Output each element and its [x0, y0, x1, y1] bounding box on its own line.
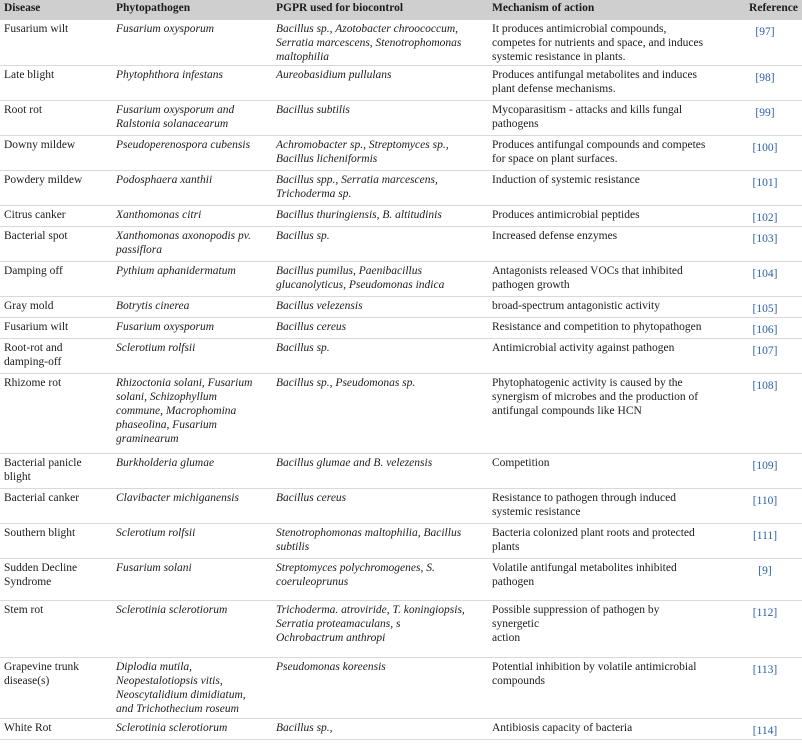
cell-phytopathogen-line: Burkholderia glumae: [116, 457, 215, 469]
cell-phytopathogen-line: Diplodia mutila,: [116, 661, 193, 673]
cell-disease: [0, 489, 112, 524]
cell-mechanism-line: pathogens: [492, 118, 539, 130]
cell-mechanism-line: Mycoparasitism - attacks and kills fungal: [492, 104, 683, 116]
cell-pgpr-line: Pseudomonas koreensis: [276, 661, 386, 673]
cell-mechanism-line: synergetic: [492, 618, 540, 630]
cell-phytopathogen: [112, 66, 272, 101]
header-reference: Reference: [749, 2, 798, 14]
cell-phytopathogen-line: Xanthomonas axonopodis pv.: [116, 230, 251, 242]
cell-phytopathogen: [112, 719, 272, 740]
cell-phytopathogen: [112, 489, 272, 524]
cell-pgpr-line: Serratia proteamaculans, s: [276, 618, 401, 630]
cell-pgpr-line: Bacillus glumae and B. velezensis: [276, 457, 433, 469]
cell-phytopathogen: [112, 20, 272, 66]
cell-pgpr: [272, 136, 488, 171]
cell-pgpr-line: Bacillus sp.,: [276, 722, 333, 734]
cell-disease: [0, 136, 112, 171]
cell-pgpr-line: Bacillus velezensis: [276, 300, 363, 312]
cell-pgpr: [272, 489, 488, 524]
table-row: [0, 171, 802, 206]
cell-mechanism: [488, 101, 728, 136]
cell-disease-line: Grapevine trunk: [4, 661, 80, 673]
table-row: [0, 374, 802, 454]
cell-disease: [0, 374, 112, 454]
cell-phytopathogen-line: Fusarium oxysporum: [116, 23, 215, 35]
cell-pgpr: [272, 227, 488, 262]
cell-pgpr-line: Streptomyces polychromogenes, S.: [276, 562, 435, 574]
cell-mechanism-line: systemic resistance in plants.: [492, 51, 626, 63]
cell-phytopathogen: [112, 206, 272, 227]
cell-mechanism-line: for space on plant surfaces.: [492, 153, 618, 165]
table-row: [0, 136, 802, 171]
cell-mechanism: [488, 719, 728, 740]
cell-phytopathogen-line: graminearum: [116, 433, 179, 445]
cell-pgpr-line: Bacillus cereus: [276, 321, 347, 333]
cell-reference-link[interactable]: [101]: [752, 177, 778, 189]
cell-disease-line: Bacterial spot: [4, 230, 68, 242]
cell-disease-line: Bacterial canker: [4, 492, 80, 504]
cell-mechanism: [488, 227, 728, 262]
cell-reference-link[interactable]: [103]: [752, 233, 778, 245]
cell-pgpr-line: glucanolyticus, Pseudomonas indica: [276, 279, 445, 291]
cell-pgpr-line: Aureobasidium pullulans: [276, 69, 392, 81]
cell-phytopathogen: [112, 658, 272, 719]
table-row: [0, 524, 802, 559]
table-row: [0, 206, 802, 227]
cell-reference-link[interactable]: [9]: [758, 565, 772, 577]
cell-pgpr: [272, 601, 488, 658]
cell-phytopathogen-line: Phytophthora infestans: [116, 69, 224, 81]
table-body: [0, 20, 802, 740]
cell-mechanism-line: broad-spectrum antagonistic activity: [492, 300, 660, 312]
cell-disease-line: disease(s): [4, 675, 50, 687]
cell-phytopathogen: [112, 454, 272, 489]
cell-mechanism-line: Antibiosis capacity of bacteria: [492, 722, 633, 734]
cell-disease: [0, 171, 112, 206]
cell-mechanism-line: antifungal compounds like HCN: [492, 405, 642, 417]
cell-mechanism-line: Antagonists released VOCs that inhibited: [492, 265, 683, 277]
cell-phytopathogen: [112, 601, 272, 658]
cell-pgpr: [272, 454, 488, 489]
cell-pgpr-line: Trichoderma. atroviride, T. koningiopsis,: [276, 604, 465, 616]
table-row: [0, 227, 802, 262]
cell-phytopathogen-line: Podosphaera xanthii: [116, 174, 213, 186]
cell-reference-link[interactable]: [113]: [752, 664, 778, 676]
table-row: [0, 339, 802, 374]
cell-phytopathogen: [112, 262, 272, 297]
cell-mechanism-line: pathogen growth: [492, 279, 570, 291]
cell-reference-link[interactable]: [100]: [752, 142, 778, 154]
cell-mechanism-line: synergism of microbes and the production of: [492, 391, 699, 403]
cell-pgpr-line: Trichoderma sp.: [276, 188, 352, 200]
cell-phytopathogen-line: passiflora: [116, 244, 163, 256]
cell-disease: [0, 66, 112, 101]
cell-reference-link[interactable]: [109]: [752, 460, 778, 472]
cell-disease: [0, 262, 112, 297]
table-row: [0, 101, 802, 136]
cell-mechanism-line: Produces antimicrobial peptides: [492, 209, 640, 221]
cell-phytopathogen-line: commune, Macrophomina: [116, 405, 237, 417]
cell-mechanism: [488, 374, 728, 454]
cell-disease: [0, 524, 112, 559]
cell-phytopathogen-line: Ralstonia solanacearum: [116, 118, 229, 130]
cell-mechanism-line: Induction of systemic resistance: [492, 174, 640, 186]
cell-mechanism-line: Increased defense enzymes: [492, 230, 618, 242]
cell-reference-link[interactable]: [111]: [752, 530, 778, 542]
cell-phytopathogen-line: Pseudoperenospora cubensis: [116, 139, 251, 151]
cell-mechanism-line: Volatile antifungal metabolites inhibited: [492, 562, 677, 574]
cell-disease: [0, 719, 112, 740]
table-header-row: [0, 0, 802, 20]
cell-disease-line: Damping off: [4, 265, 63, 277]
cell-phytopathogen-line: Fusarium oxysporum: [116, 321, 215, 333]
cell-phytopathogen-line: Sclerotium rolfsii: [116, 527, 196, 539]
cell-mechanism: [488, 339, 728, 374]
cell-disease: [0, 297, 112, 318]
cell-mechanism-line: compounds: [492, 675, 546, 687]
cell-pgpr-line: Bacillus licheniformis: [276, 153, 378, 165]
cell-disease: [0, 658, 112, 719]
cell-disease-line: Fusarium wilt: [4, 23, 69, 35]
cell-mechanism-line: Antimicrobial activity against pathogen: [492, 342, 675, 354]
header-mechanism: Mechanism of action: [492, 2, 595, 14]
cell-pgpr: [272, 524, 488, 559]
cell-mechanism: [488, 171, 728, 206]
cell-pgpr: [272, 374, 488, 454]
cell-mechanism-line: Produces antifungal metabolites and induces: [492, 69, 698, 81]
cell-disease: [0, 601, 112, 658]
cell-pgpr-line: Bacillus sp.: [276, 342, 330, 354]
cell-pgpr: [272, 262, 488, 297]
cell-phytopathogen: [112, 101, 272, 136]
cell-mechanism: [488, 136, 728, 171]
cell-reference-link[interactable]: [106]: [752, 324, 778, 336]
header-phytopathogen: Phytopathogen: [116, 2, 191, 14]
cell-mechanism-line: plants: [492, 541, 520, 553]
cell-pgpr-line: subtilis: [276, 541, 310, 553]
cell-disease-line: Root-rot and: [4, 342, 63, 354]
cell-phytopathogen: [112, 171, 272, 206]
cell-mechanism-line: Competition: [492, 457, 550, 469]
cell-disease-line: White Rot: [4, 722, 52, 734]
cell-disease-line: Syndrome: [4, 576, 52, 588]
cell-mechanism-line: Resistance to pathogen through induced: [492, 492, 676, 504]
cell-disease-line: damping-off: [4, 356, 62, 368]
cell-phytopathogen: [112, 227, 272, 262]
cell-phytopathogen-line: solani, Schizophyllum: [116, 391, 217, 403]
cell-disease-line: Powdery mildew: [4, 174, 83, 186]
cell-mechanism: [488, 206, 728, 227]
cell-reference-link[interactable]: [112]: [752, 607, 778, 619]
cell-disease: [0, 227, 112, 262]
table-row: [0, 318, 802, 339]
cell-mechanism: [488, 658, 728, 719]
cell-reference-link[interactable]: [98]: [755, 72, 775, 84]
cell-disease-line: Gray mold: [4, 300, 54, 312]
cell-pgpr-line: Bacillus pumilus, Paenibacillus: [276, 265, 422, 277]
cell-disease: [0, 206, 112, 227]
cell-phytopathogen-line: Sclerotinia sclerotiorum: [116, 604, 228, 616]
cell-pgpr-line: Bacillus spp., Serratia marcescens,: [276, 174, 438, 186]
cell-mechanism-line: action: [492, 632, 521, 644]
cell-mechanism: [488, 489, 728, 524]
cell-pgpr: [272, 318, 488, 339]
cell-disease: [0, 559, 112, 601]
cell-reference-link[interactable]: [110]: [752, 495, 778, 507]
table-row: [0, 601, 802, 658]
cell-mechanism-line: It produces antimicrobial compounds,: [492, 23, 667, 35]
cell-phytopathogen-line: Neoscytalidium dimidiatum,: [116, 689, 246, 701]
cell-phytopathogen-line: phaseolina, Fusarium: [116, 419, 217, 431]
cell-disease: [0, 318, 112, 339]
cell-pgpr-line: Stenotrophomonas maltophilia, Bacillus: [276, 527, 462, 539]
cell-pgpr-line: Bacillus cereus: [276, 492, 347, 504]
cell-disease: [0, 339, 112, 374]
table-row: [0, 454, 802, 489]
cell-phytopathogen-line: Clavibacter michiganensis: [116, 492, 239, 504]
cell-phytopathogen-line: Sclerotinia sclerotiorum: [116, 722, 228, 734]
table-row: [0, 658, 802, 719]
cell-reference-link[interactable]: [108]: [752, 380, 778, 392]
cell-disease: [0, 20, 112, 66]
cell-pgpr-line: Serratia marcescens, Stenotrophomonas: [276, 37, 462, 49]
cell-pgpr-line: Bacillus thuringiensis, B. altitudinis: [276, 209, 442, 221]
cell-phytopathogen-line: Fusarium solani: [116, 562, 192, 574]
cell-phytopathogen-line: Rhizoctonia solani, Fusarium: [116, 377, 253, 389]
cell-pgpr-line: maltophilia: [276, 51, 330, 63]
cell-reference-link[interactable]: [102]: [752, 212, 778, 224]
cell-phytopathogen-line: Xanthomonas citri: [116, 209, 202, 221]
cell-mechanism-line: Phytophatogenic activity is caused by the: [492, 377, 683, 389]
cell-pgpr: [272, 206, 488, 227]
cell-mechanism-line: Potential inhibition by volatile antimicrobial: [492, 661, 697, 673]
cell-pgpr: [272, 297, 488, 318]
cell-disease-line: Sudden Decline: [4, 562, 78, 574]
cell-mechanism-line: Resistance and competition to phytopathogen: [492, 321, 702, 333]
cell-phytopathogen: [112, 524, 272, 559]
cell-phytopathogen: [112, 136, 272, 171]
cell-pgpr-line: Bacillus sp., Azotobacter chroococcum,: [276, 23, 459, 35]
cell-disease-line: blight: [4, 471, 31, 483]
cell-pgpr-line: Bacillus sp.: [276, 230, 330, 242]
cell-mechanism-line: competes for nutrients and space, and induces: [492, 37, 704, 49]
cell-disease-line: Fusarium wilt: [4, 321, 69, 333]
table-row: [0, 489, 802, 524]
cell-reference-link[interactable]: [107]: [752, 345, 778, 357]
table-row: [0, 719, 802, 740]
cell-disease: [0, 101, 112, 136]
cell-mechanism: [488, 559, 728, 601]
cell-mechanism: [488, 66, 728, 101]
cell-reference-link[interactable]: [104]: [752, 268, 778, 280]
cell-pgpr-line: Bacillus sp., Pseudomonas sp.: [276, 377, 416, 389]
table-row: [0, 297, 802, 318]
cell-pgpr: [272, 339, 488, 374]
cell-mechanism: [488, 297, 728, 318]
cell-phytopathogen-line: Neopestalotiopsis vitis,: [116, 675, 223, 687]
cell-phytopathogen: [112, 297, 272, 318]
cell-phytopathogen-line: Fusarium oxysporum and: [116, 104, 235, 116]
cell-mechanism: [488, 262, 728, 297]
cell-pgpr: [272, 719, 488, 740]
cell-mechanism-line: Bacteria colonized plant roots and protected: [492, 527, 695, 539]
cell-disease-line: Southern blight: [4, 527, 76, 539]
cell-pgpr: [272, 101, 488, 136]
cell-mechanism: [488, 454, 728, 489]
cell-phytopathogen: [112, 318, 272, 339]
cell-pgpr: [272, 559, 488, 601]
table-row: [0, 20, 802, 66]
cell-pgpr: [272, 171, 488, 206]
cell-mechanism: [488, 601, 728, 658]
cell-disease-line: Bacterial panicle: [4, 457, 82, 469]
cell-phytopathogen-line: Botrytis cinerea: [116, 300, 190, 312]
cell-reference-link[interactable]: [114]: [752, 725, 778, 737]
cell-pgpr-line: Bacillus subtilis: [276, 104, 350, 116]
cell-disease-line: Citrus canker: [4, 209, 66, 221]
cell-mechanism: [488, 524, 728, 559]
table-row: [0, 559, 802, 601]
cell-mechanism-line: Produces antifungal compounds and competes: [492, 139, 706, 151]
cell-reference-link[interactable]: [99]: [755, 107, 775, 119]
cell-disease-line: Stem rot: [4, 604, 44, 616]
cell-disease: [0, 454, 112, 489]
cell-pgpr-line: Ochrobactrum anthropi: [276, 632, 386, 644]
cell-pgpr-line: coeruleoprunus: [276, 576, 349, 588]
cell-disease-line: Downy mildew: [4, 139, 76, 151]
cell-disease-line: Root rot: [4, 104, 43, 116]
cell-phytopathogen: [112, 559, 272, 601]
table-row: [0, 66, 802, 101]
cell-pgpr: [272, 66, 488, 101]
header-disease: Disease: [4, 2, 41, 14]
cell-mechanism-line: pathogen: [492, 576, 535, 588]
cell-pgpr: [272, 658, 488, 719]
cell-phytopathogen-line: Pythium aphanidermatum: [116, 265, 236, 277]
cell-phytopathogen: [112, 339, 272, 374]
cell-phytopathogen-line: and Trichothecium roseum: [116, 703, 239, 715]
cell-disease-line: Late blight: [4, 69, 55, 81]
cell-mechanism-line: plant defense mechanisms.: [492, 83, 616, 95]
header-pgpr: PGPR used for biocontrol: [276, 2, 404, 14]
cell-phytopathogen-line: Sclerotium rolfsii: [116, 342, 196, 354]
cell-mechanism-line: systemic resistance: [492, 506, 581, 518]
cell-reference-link[interactable]: [97]: [755, 26, 775, 38]
cell-phytopathogen: [112, 374, 272, 454]
cell-mechanism-line: Possible suppression of pathogen by: [492, 604, 660, 616]
cell-pgpr-line: Achromobacter sp., Streptomyces sp.,: [276, 139, 449, 151]
table-row: [0, 262, 802, 297]
cell-mechanism: [488, 20, 728, 66]
cell-pgpr: [272, 20, 488, 66]
cell-reference-link[interactable]: [105]: [752, 303, 778, 315]
cell-disease-line: Rhizome rot: [4, 377, 62, 389]
cell-mechanism: [488, 318, 728, 339]
